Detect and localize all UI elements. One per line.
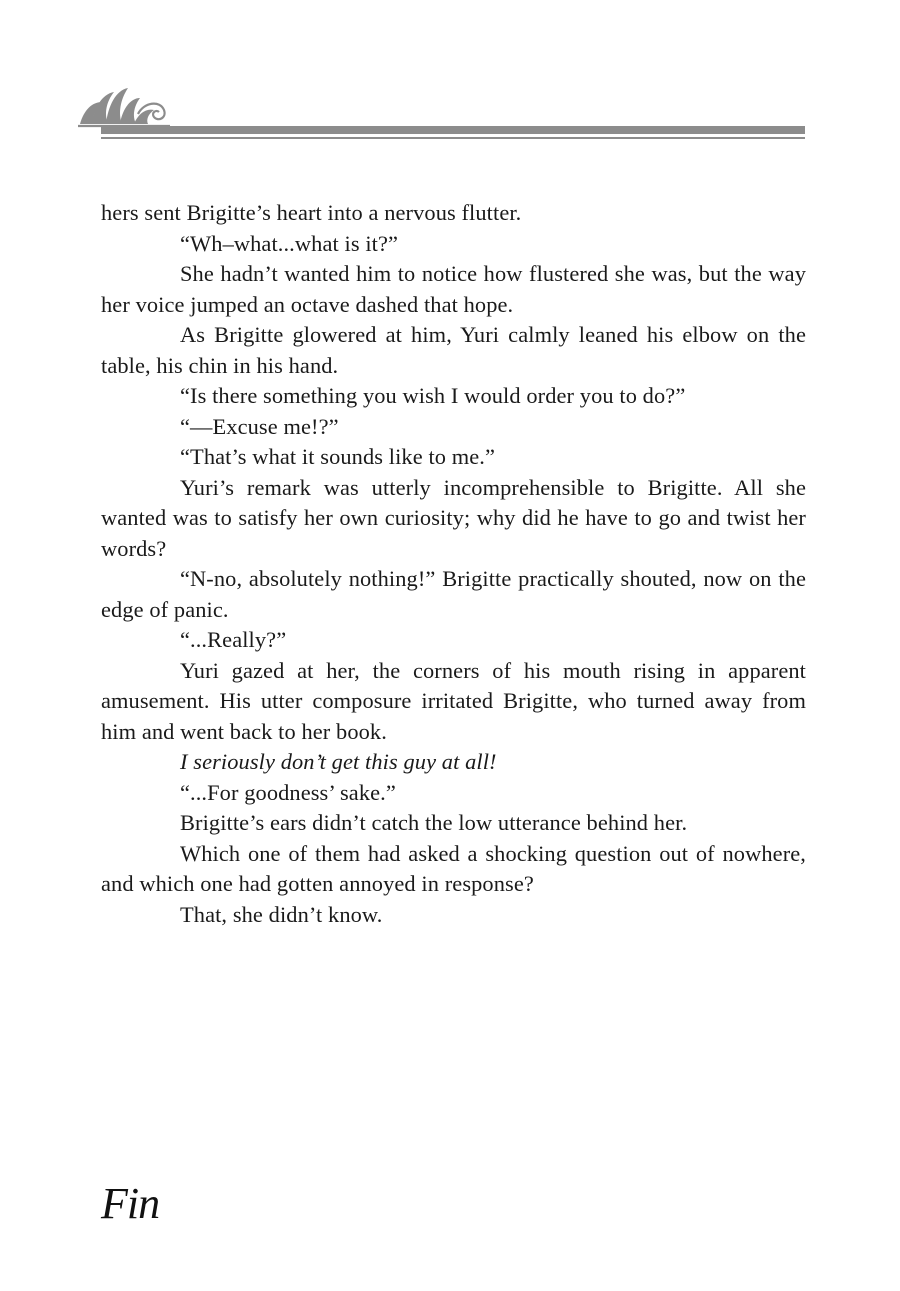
paragraph: Brigitte’s ears didn’t catch the low utterance behind her.: [180, 810, 688, 835]
paragraph: Yuri’s remark was utterly incomprehensible to Brigitte. All she wanted was to satisfy her own curiosity; why did he have to go and twist her words?: [101, 474, 806, 561]
paragraph: Which one of them had asked a shocking question out of nowhere, and which one had gotten annoyed in response?: [101, 840, 806, 896]
header-rule-thick: [101, 126, 805, 134]
paragraph: As Brigitte glowered at him, Yuri calmly leaned his elbow on the table, his chin in his hand.: [101, 322, 806, 378]
flourish-ornament-icon: [78, 84, 170, 130]
paragraph: “That’s what it sounds like to me.”: [180, 444, 496, 469]
italic-thought: I seriously don’t get this guy at all!: [180, 749, 497, 774]
paragraph: “...Really?”: [180, 627, 287, 652]
paragraph: “Wh–what...what is it?”: [180, 230, 399, 256]
paragraph: “N-no, absolutely nothing!” Brigitte practically shouted, now on the edge of panic.: [101, 566, 806, 622]
paragraph: hers sent Brigitte’s heart into a nervous flutter.: [101, 200, 522, 225]
paragraph: She hadn’t wanted him to notice how flustered she was, but the way her voice jumped an octave dashed that hope.: [101, 261, 806, 317]
paragraph: That, she didn’t know.: [180, 901, 383, 927]
paragraph: “—Excuse me!?”: [180, 413, 339, 439]
paragraph: “...For goodness’ sake.”: [180, 779, 396, 805]
paragraph: Yuri gazed at her, the corners of his mouth rising in apparent amusement. His utter composure irritated Brigitte, who turned away from him and went back to her book.: [101, 657, 806, 744]
fin-mark: Fin: [101, 1179, 160, 1228]
header-rule-thin: [101, 137, 805, 139]
story-text: [101, 198, 806, 930]
paragraph: “Is there something you wish I would order you to do?”: [180, 383, 686, 408]
